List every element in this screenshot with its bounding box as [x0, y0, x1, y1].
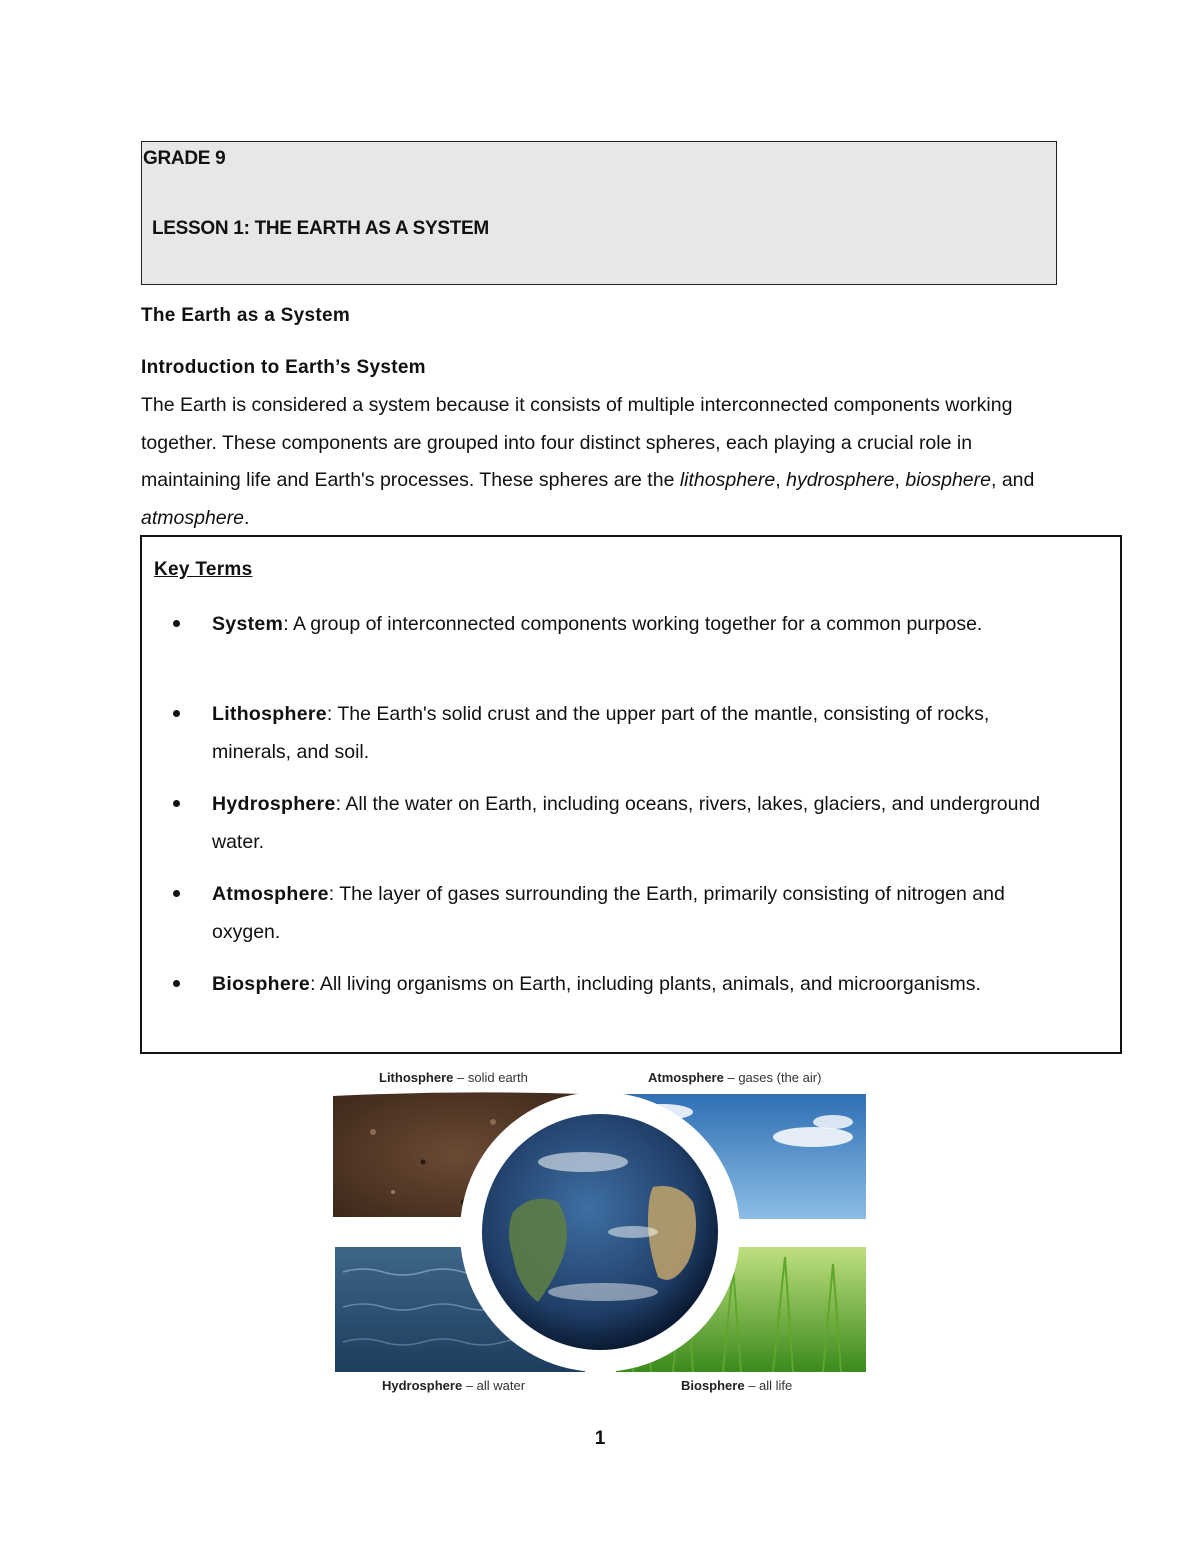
caption-atmosphere: Atmosphere – gases (the air) — [648, 1070, 822, 1085]
intro-heading: Introduction to Earth’s System — [141, 357, 426, 378]
lesson-title: LESSON 1: THE EARTH AS A SYSTEM — [152, 218, 489, 239]
grade-label: GRADE 9 — [143, 148, 226, 169]
earth-spheres-figure — [333, 1066, 868, 1398]
caption-lithosphere: Lithosphere – solid earth — [379, 1070, 528, 1085]
term-definition: : The layer of gases surrounding the Earth, primarily consisting of nitrogen and oxygen. — [212, 883, 1005, 943]
caption-biosphere: Biosphere – all life — [681, 1378, 793, 1393]
bullet-icon — [173, 980, 180, 987]
term-name: Biosphere — [212, 973, 311, 995]
bullet-icon — [173, 620, 180, 627]
key-terms-box — [140, 535, 1122, 1054]
bullet-icon — [173, 800, 180, 807]
term-name: System — [212, 613, 284, 635]
key-terms-title: Key Terms — [154, 559, 253, 580]
lesson-header-box — [141, 141, 1057, 285]
key-term-item — [212, 695, 1072, 771]
term-name: Hydrosphere — [212, 793, 336, 815]
bullet-icon — [173, 710, 180, 717]
sphere-biosphere: biosphere — [905, 469, 991, 492]
term-definition: : The Earth's solid crust and the upper part of the mantle, consisting of rocks, minerals, and soil. — [212, 703, 990, 763]
term-definition: : All the water on Earth, including oceans, rivers, lakes, glaciers, and underground water. — [212, 793, 1041, 853]
caption-hydrosphere: Hydrosphere – all water — [382, 1378, 526, 1393]
spheres-illustration — [333, 1092, 868, 1392]
term-definition: : A group of interconnected components working together for a common purpose. — [283, 613, 983, 635]
sphere-hydrosphere: hydrosphere — [786, 469, 895, 492]
bullet-icon — [173, 890, 180, 897]
key-term-item — [212, 965, 1072, 1003]
key-term-item — [212, 605, 1072, 643]
intro-paragraph: The Earth is considered a system because it consists of multiple interconnected components working together. These components are grouped into four distinct spheres, each playing a crucial role in maintaining life and Earth's processes. These spheres are the lithosphere, hydrosphere, biosphere, and atmosphere. — [141, 394, 1035, 530]
earth-globe-image — [482, 1114, 718, 1350]
term-name: Atmosphere — [212, 883, 329, 905]
term-name: Lithosphere — [212, 703, 327, 725]
key-term-item — [212, 875, 1072, 951]
key-term-item — [212, 785, 1072, 861]
sphere-lithosphere: lithosphere — [679, 469, 776, 492]
term-definition: : All living organisms on Earth, including plants, animals, and microorganisms. — [310, 973, 981, 995]
sphere-atmosphere: atmosphere — [141, 507, 244, 530]
page-number: 1 — [594, 1428, 606, 1449]
document-title: The Earth as a System — [141, 305, 351, 326]
